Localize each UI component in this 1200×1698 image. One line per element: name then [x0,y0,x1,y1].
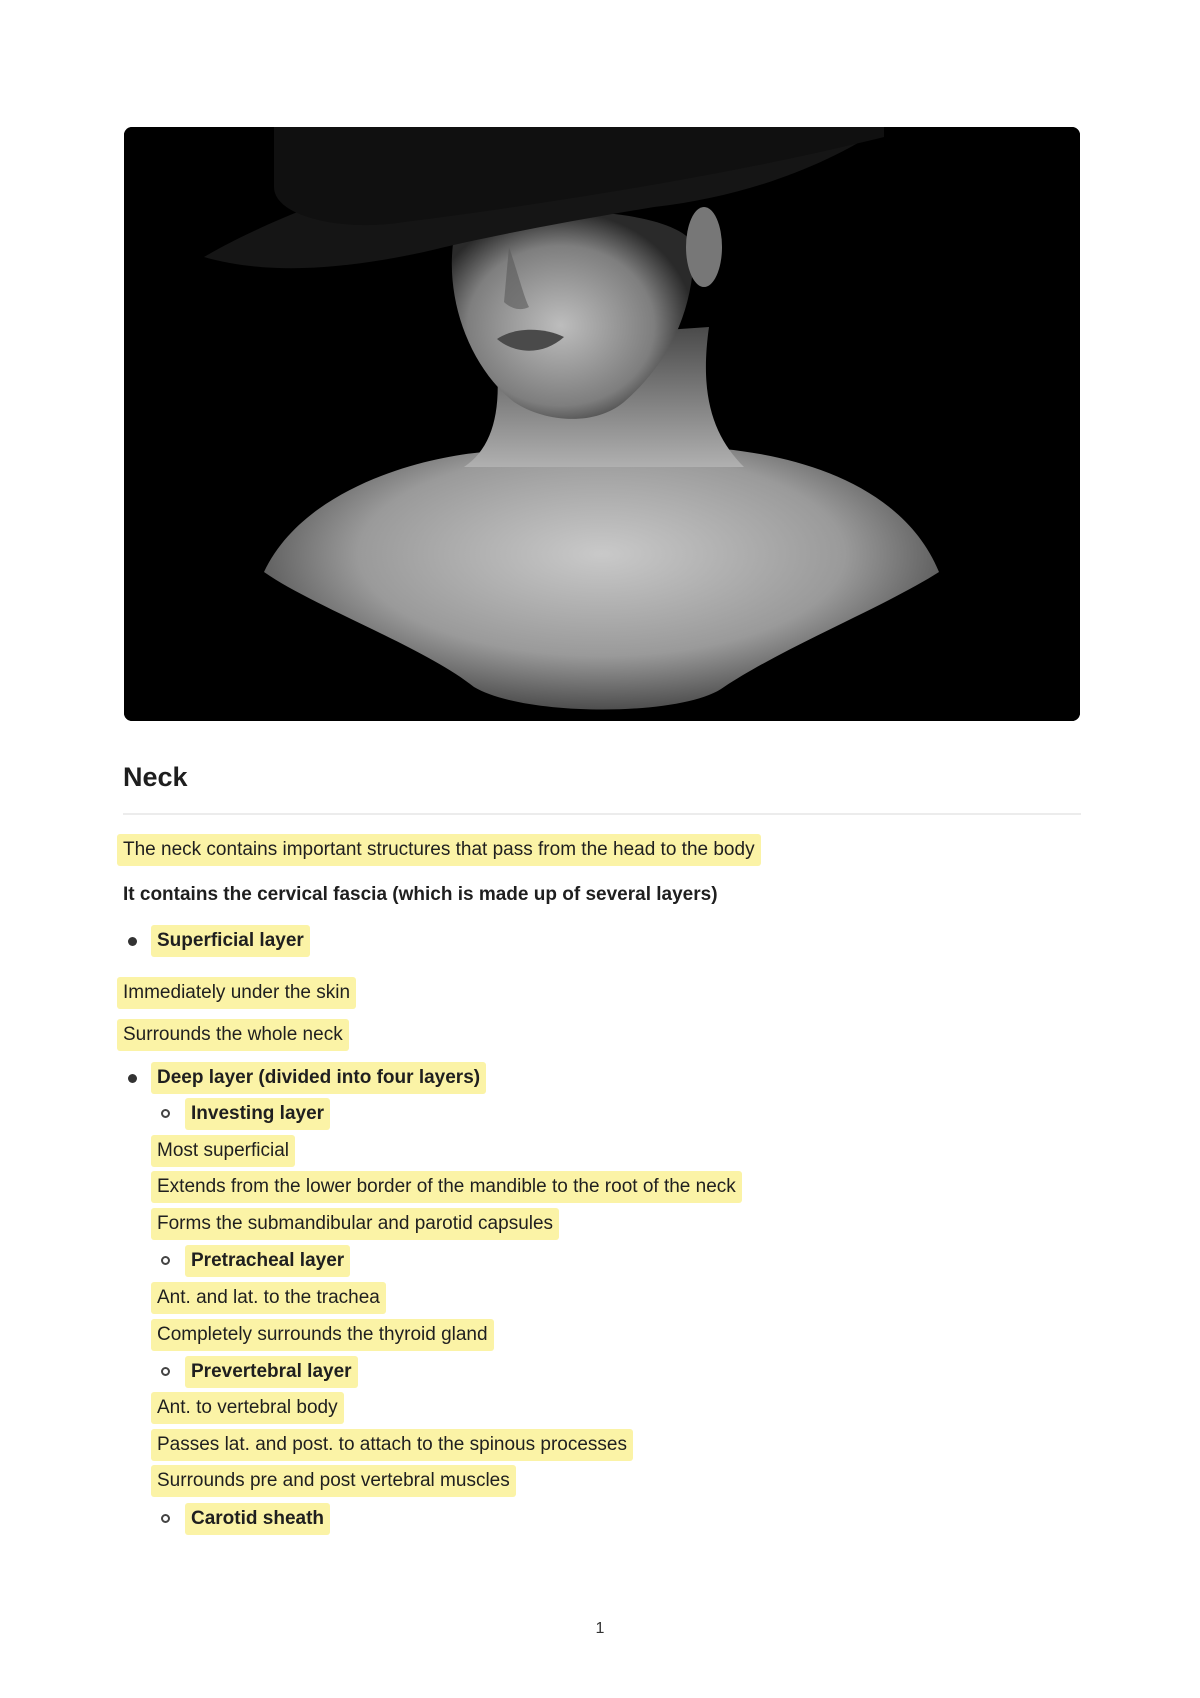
investing-note [151,1208,559,1240]
pretracheal-note [151,1282,386,1314]
bullet-circle-icon [161,1367,170,1376]
prevertebral-note [151,1465,516,1497]
carotid-sheath-text: Carotid sheath [185,1503,330,1535]
investing-layer-text: Investing layer [185,1098,330,1130]
prevertebral-layer-label [185,1356,358,1388]
superficial-note [117,1019,349,1051]
prevertebral-note-text: Ant. to vertebral body [151,1392,344,1424]
bullet-circle-icon [161,1256,170,1265]
bullet-circle-icon [161,1109,170,1118]
bullet-circle-icon [161,1514,170,1523]
investing-layer-label [185,1098,330,1130]
prevertebral-note-text: Passes lat. and post. to attach to the spinous processes [151,1429,633,1461]
prevertebral-note [151,1429,633,1461]
superficial-layer-label [151,925,310,957]
investing-note-text: Forms the submandibular and parotid capsules [151,1208,559,1240]
superficial-note-text: Surrounds the whole neck [117,1019,349,1051]
pretracheal-note [151,1319,494,1351]
deep-layer-text: Deep layer (divided into four layers) [151,1062,486,1094]
investing-note [151,1171,742,1203]
pretracheal-layer-label [185,1245,350,1277]
cover-image [124,127,1080,721]
investing-note-text: Extends from the lower border of the mandible to the root of the neck [151,1171,742,1203]
intro-line [117,834,761,866]
prevertebral-layer-text: Prevertebral layer [185,1356,358,1388]
pretracheal-note-text: Ant. and lat. to the trachea [151,1282,386,1314]
page-number: 1 [595,1620,605,1637]
bullet-dot-icon [128,937,137,946]
portrait-illustration [124,127,1080,721]
prevertebral-note-text: Surrounds pre and post vertebral muscles [151,1465,516,1497]
pretracheal-note-text: Completely surrounds the thyroid gland [151,1319,494,1351]
prevertebral-note [151,1392,344,1424]
title-divider [123,813,1081,815]
superficial-note [117,977,356,1009]
carotid-sheath-label [185,1503,330,1535]
fascia-heading: It contains the cervical fascia (which is made up of several layers) [123,884,718,905]
intro-text: The neck contains important structures that pass from the head to the body [117,834,761,866]
deep-layer-label [151,1062,486,1094]
investing-note [151,1135,295,1167]
pretracheal-layer-text: Pretracheal layer [185,1245,350,1277]
page-title: Neck [123,762,188,792]
bullet-dot-icon [128,1074,137,1083]
superficial-note-text: Immediately under the skin [117,977,356,1009]
investing-note-text: Most superficial [151,1135,295,1167]
superficial-layer-text: Superficial layer [151,925,310,957]
